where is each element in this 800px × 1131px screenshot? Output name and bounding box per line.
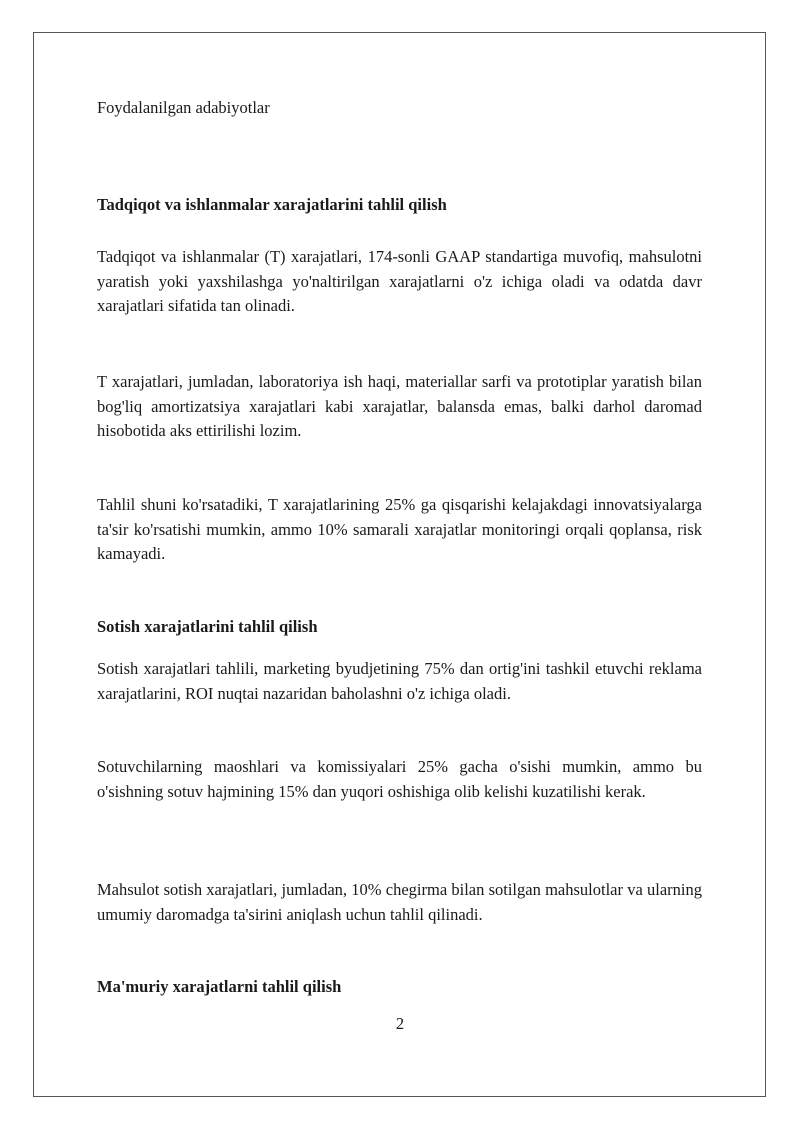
paragraph-sales-2: Sotuvchilarning maoshlari va komissiyalari 25% gacha o'sishi mumkin, ammo bu o'sishning sotuv hajmining 15% dan yuqori oshishiga olib kelishi kuzatilishi kerak. [97,757,702,801]
paragraph-rnd-3: Tahlil shuni ko'rsatadiki, T xarajatlarining 25% ga qisqarishi kelajakdagi innovatsiyalarga ta'sir ko'rsatishi mumkin, ammo 10% samarali xarajatlar monitoringi orqali qoplansa, risk kamayadi. [97,495,702,563]
section-heading-admin: Ma'muriy xarajatlarni tahlil qilish [97,977,342,996]
section-heading-sales: Sotish xarajatlarini tahlil qilish [97,617,318,636]
paragraph-rnd-1: Tadqiqot va ishlanmalar (T) xarajatlari, 174-sonli GAAP standartiga muvofiq, mahsulotni yaratish yoki yaxshilashga yo'naltirilgan xarajatlarni o'z ichiga oladi va odatda davr xarajatlari sifatida tan olinadi. [97,247,702,315]
page-number: 2 [395,1014,405,1033]
paragraph-sales-1: Sotish xarajatlari tahlili, marketing byudjetining 75% dan ortig'ini tashkil etuvchi reklama xarajatlarini, ROI nuqtai nazaridan baholashni o'z ichiga oladi. [97,659,702,703]
paragraph-sales-3: Mahsulot sotish xarajatlari, jumladan, 10% chegirma bilan sotilgan mahsulotlar va ularning umumiy daromadga ta'sirini aniqlash uchun tahlil qilinadi. [97,880,702,924]
references-title: Foydalanilgan adabiyotlar [97,98,270,117]
section-heading-rnd: Tadqiqot va ishlanmalar xarajatlarini tahlil qilish [97,195,447,214]
paragraph-rnd-2: T xarajatlari, jumladan, laboratoriya ish haqi, materiallar sarfi va prototiplar yaratish bilan bog'liq amortizatsiya xarajatlari kabi xarajatlar, balansda emas, balki darhol daromad hisobotida aks ettirilishi lozim. [97,372,702,440]
